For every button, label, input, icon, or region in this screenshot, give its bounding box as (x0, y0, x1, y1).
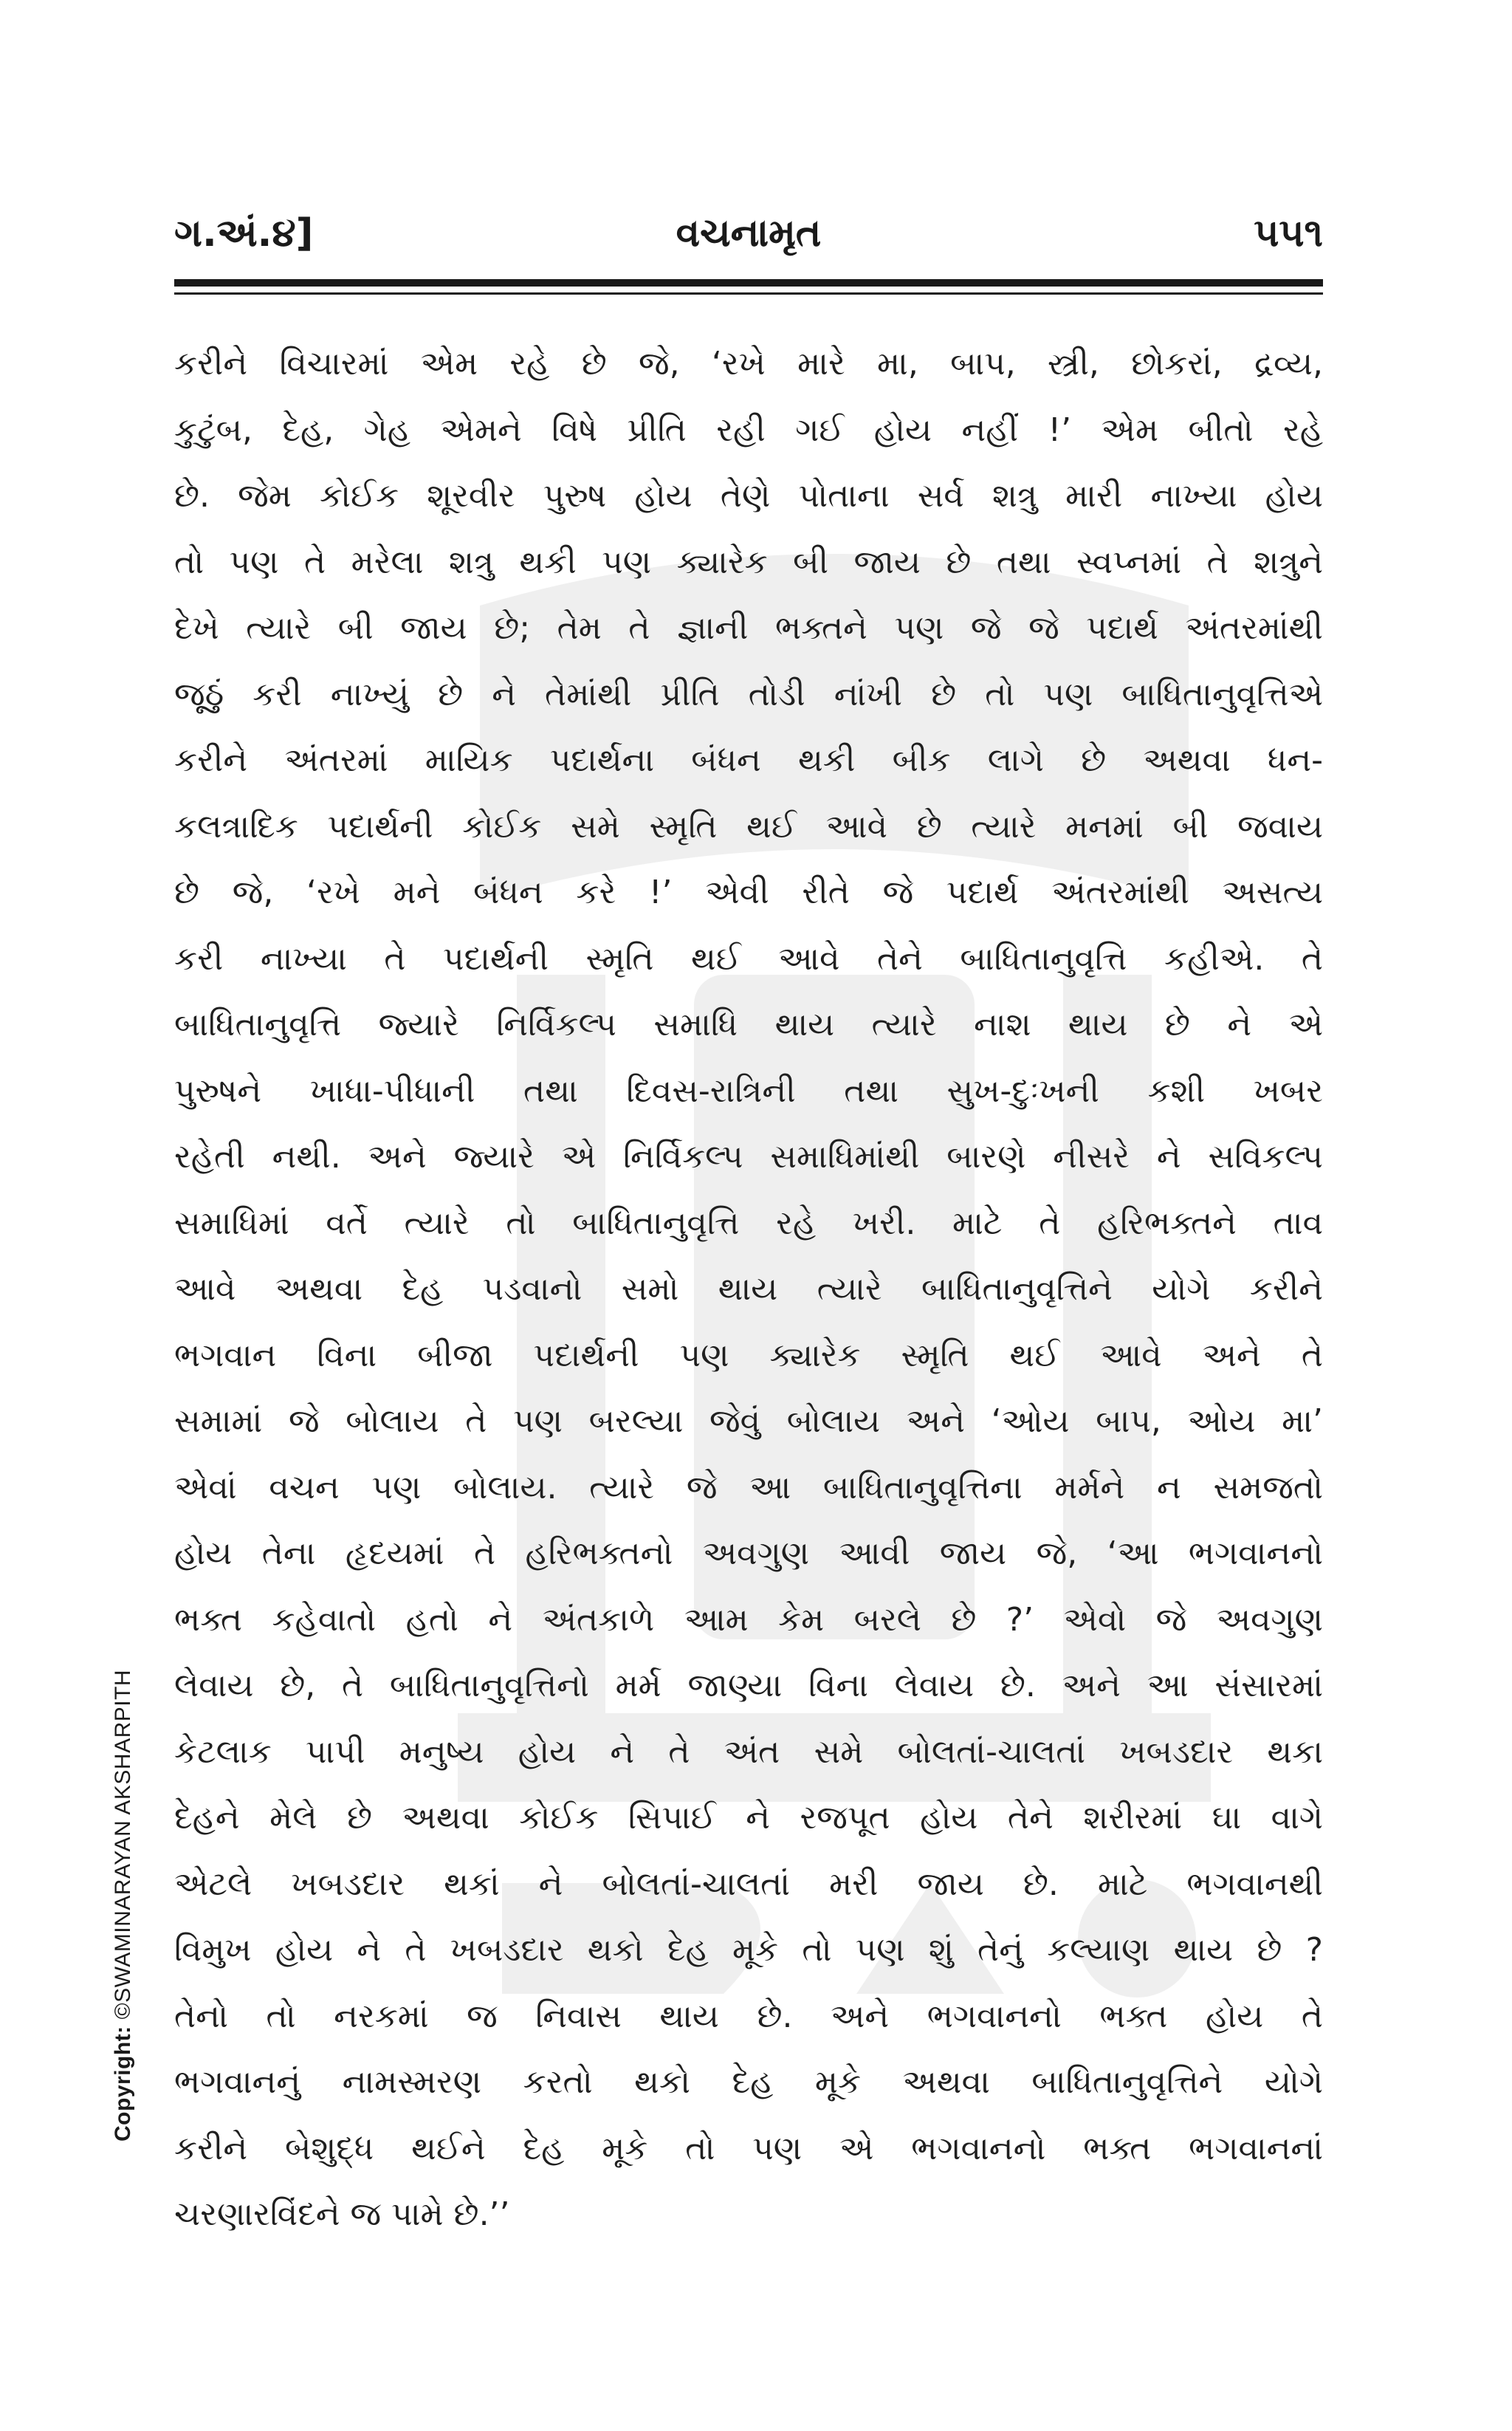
running-header (174, 204, 1323, 278)
copyright-notice (111, 1670, 136, 2142)
text-line: કરીને બેશુદ્ધ થઈને દેહ મૂકે તો પણ એ ભગવાનનો ભક્ત ભગવાનનાં (174, 2129, 1323, 2167)
text-line: કુટુંબ, દેહ, ગેહ એમને વિષે પ્રીતિ રહી ગઈ હોય નહીં !’ એમ બીતો રહે (174, 411, 1323, 449)
text-line: રહેતી નથી. અને જ્યારે એ નિર્વિકલ્પ સમાધિમાંથી બારણે નીસરે ને સવિકલ્પ (174, 1138, 1323, 1176)
text-line: સમામાં જે બોલાય તે પણ બરલ્યા જેવું બોલાય અને ‘ઓય બાપ, ઓય મા’ (174, 1402, 1323, 1440)
chapter-reference: ગ.અં.૪] (174, 211, 314, 256)
text-line: છે. જેમ કોઈક શૂરવીર પુરુષ હોય તેણે પોતાના સર્વ શત્રુ મારી નાખ્યા હોય (174, 477, 1323, 515)
text-line-last: ચરણારવિંદને જ પામે છે.’’ (174, 2195, 510, 2233)
text-line: છે જે, ‘રખે મને બંધન કરે !’ એવી રીતે જે પદાર્થ અંતરમાંથી અસત્ય (174, 874, 1323, 911)
text-line: કરી નાખ્યા તે પદાર્થની સ્મૃતિ થઈ આવે તેને બાધિતાનુવૃત્તિ કહીએ. તે (174, 939, 1323, 978)
text-line: દેખે ત્યારે બી જાય છે; તેમ તે જ્ઞાની ભક્તને પણ જે જે પદાર્થ અંતરમાંથી (174, 609, 1323, 647)
text-line: બાધિતાનુવૃત્તિ જ્યારે નિર્વિકલ્પ સમાધિ થાય ત્યારે નાશ થાય છે ને એ (174, 1006, 1323, 1043)
text-line: તો પણ તે મરેલા શત્રુ થકી પણ ક્યારેક બી જાય છે તથા સ્વપ્નમાં તે શત્રુને (174, 543, 1323, 581)
text-line: વિમુખ હોય ને તે ખબડદાર થકો દેહ મૂકે તો પણ શું તેનું કલ્યાણ થાય છે ? (174, 1931, 1323, 1969)
page-number: ૫૫૧ (1254, 211, 1323, 256)
text-line: કરીને વિચારમાં એમ રહે છે જે, ‘રખે મારે મા, બાપ, સ્ત્રી, છોકરાં, દ્રવ્ય, (174, 345, 1323, 383)
text-line: ભક્ત કહેવાતો હતો ને અંતકાળે આમ કેમ બરલે છે ?’ એવો જે અવગુણ (174, 1600, 1323, 1639)
text-line: દેહને મેલે છે અથવા કોઈક સિપાઈ ને રજપૂત હોય તેને શરીરમાં ઘા વાગે (174, 1799, 1323, 1837)
copyright-label: Copyright: (111, 2026, 135, 2142)
text-line: હોય તેના હૃદયમાં તે હરિભક્તનો અવગુણ આવી જાય જે, ‘આ ભગવાનનો (174, 1535, 1323, 1572)
body-text (174, 331, 1323, 2248)
text-line: કલત્રાદિક પદાર્થની કોઈક સમે સ્મૃતિ થઈ આવે છે ત્યારે મનમાં બી જવાય (174, 807, 1323, 846)
text-line: એવાં વચન પણ બોલાય. ત્યારે જે આ બાધિતાનુવૃત્તિના મર્મને ન સમજતો (174, 1468, 1323, 1506)
text-line: કરીને અંતરમાં માયિક પદાર્થના બંધન થકી બીક લાગે છે અથવા ધન- (174, 741, 1323, 779)
text-line: સમાધિમાં વર્તે ત્યારે તો બાધિતાનુવૃત્તિ રહે ખરી. માટે તે હરિભક્તને તાવ (174, 1204, 1323, 1242)
text-line: એટલે ખબડદાર થકાં ને બોલતાં-ચાલતાં મરી જાય છે. માટે ભગવાનથી (174, 1865, 1323, 1903)
book-title: વચનામૃત (676, 211, 822, 256)
text-line: લેવાય છે, તે બાધિતાનુવૃત્તિનો મર્મ જાણ્યા વિના લેવાય છે. અને આ સંસારમાં (174, 1667, 1323, 1704)
text-line: ભગવાન વિના બીજા પદાર્થની પણ ક્યારેક સ્મૃતિ થઈ આવે અને તે (174, 1336, 1323, 1374)
text-line: આવે અથવા દેહ પડવાનો સમો થાય ત્યારે બાધિતાનુવૃત્તિને યોગે કરીને (174, 1270, 1323, 1308)
text-line: પુરુષને ખાધા-પીધાની તથા દિવસ-રાત્રિની તથા સુખ-દુઃખની કશી ખબર (174, 1072, 1323, 1110)
text-line: તેનો તો નરકમાં જ નિવાસ થાય છે. અને ભગવાનનો ભક્ત હોય તે (174, 1997, 1323, 2035)
text-line: જૂઠું કરી નાખ્યું છે ને તેમાંથી પ્રીતિ તોડી નાંખી છે તો પણ બાધિતાનુવૃત્તિએ (174, 675, 1323, 713)
text-line: કેટલાક પાપી મનુષ્ય હોય ને તે અંત સમે બોલતાં-ચાલતાં ખબડદાર થકા (174, 1732, 1323, 1771)
header-rule-thick (174, 279, 1323, 287)
text-line: ભગવાનનું નામસ્મરણ કરતો થકો દેહ મૂકે અથવા બાધિતાનુવૃત્તિને યોગે (174, 2063, 1323, 2101)
header-rule-thin (174, 292, 1323, 295)
copyright-owner: ©SWAMINARAYAN AKSHARPITH (111, 1669, 135, 2020)
